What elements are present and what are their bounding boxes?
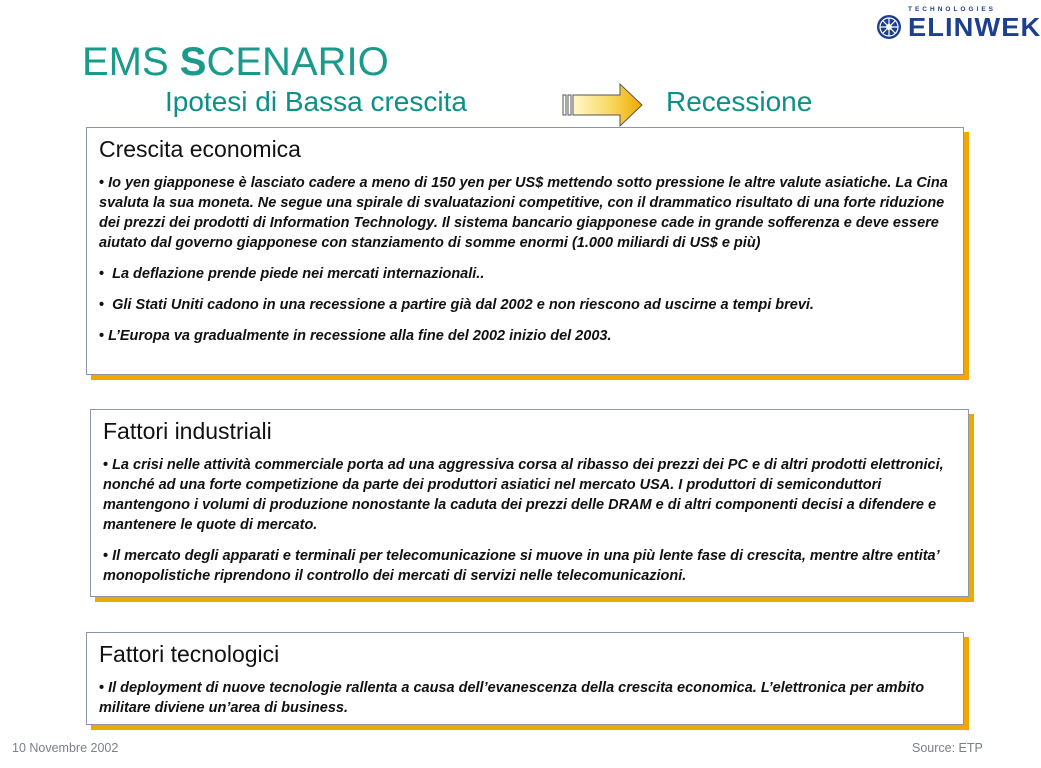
list-item: • La crisi nelle attività commerciale porta ad una aggressiva corsa al ribasso dei prezzi dei PC e di altri prodotti elettronici, nonché ad una forte competizione da parte dei produttori asiatici nel mercato USA. I produttori di semiconduttori mantengono i volumi di produzione nonostante la caduta dei prezzi delle DRAM e di altri componenti decisi a difendere e mantenere le quote di mercato. xyxy=(103,457,944,533)
list-item: • Il deployment di nuove tecnologie rallenta a causa dell’evanescenza della crescita economica. L’elettronica per ambito militare diviene un’area di business. xyxy=(99,680,925,716)
bullet-text: La deflazione prende piede nei mercati internazionali.. xyxy=(112,266,485,282)
section-fattori-industriali xyxy=(90,409,969,597)
bullet-text: L’Europa va gradualmente in recessione alla fine del 2002 inizio del 2003. xyxy=(108,328,612,344)
footer-date: 10 Novembre 2002 xyxy=(12,741,119,755)
list-item: • Gli Stati Uniti cadono in una recessione a partire già dal 2002 e non riescono ad uscirne a tempi brevi. xyxy=(99,297,814,313)
bullet-text: Il mercato degli apparati e terminali per telecomunicazione si muove in una più lente fase di crescita, mentre altre entita’ monopolistiche riprendono il controllo dei mercati di servizi nelle telecomunicazioni. xyxy=(103,548,940,584)
section-crescita-economica xyxy=(86,127,964,375)
title-plain: EMS xyxy=(82,40,180,84)
section-title: Fattori tecnologici xyxy=(99,641,280,667)
footer-source: Source: ETP xyxy=(912,741,983,755)
title-rest: CENARIO xyxy=(206,40,389,84)
section-title: Fattori industriali xyxy=(103,418,272,444)
list-item: • L’Europa va gradualmente in recessione alla fine del 2002 inizio del 2003. xyxy=(99,328,612,344)
list-item: • Il mercato degli apparati e terminali per telecomunicazione si muove in una più lente fase di crescita, mentre altre entita’ monopolistiche riprendono il controllo dei mercati di servizi nelle telecomunicazioni. xyxy=(103,548,940,584)
bullet-text: Gli Stati Uniti cadono in una recessione a partire già dal 2002 e non riescono ad uscirne a tempi brevi. xyxy=(112,297,814,313)
logo-globe-icon xyxy=(876,14,902,40)
bullet-text: Il deployment di nuove tecnologie rallenta a causa dell’evanescenza della crescita economica. L’elettronica per ambito militare diviene un’area di business. xyxy=(99,680,925,716)
bullet-text: Io yen giapponese è lasciato cadere a meno di 150 yen per US$ mettendo sotto pressione le altre valute asiatiche. La Cina svaluta la sua moneta. Ne segue una spirale di svaluatazioni competitive, con il drammatico risultato di una forte riduzione dei prezzi dei prodotti di Information Technology. Il sistema bancario giapponese cade in grande sofferenza e deve essere aiutato dal governo giapponese con stanziamento di somme enormi (1.000 miliardi di US$ e più) xyxy=(99,175,948,251)
page-title xyxy=(82,40,389,85)
bullet-text: La crisi nelle attività commerciale porta ad una aggressiva corsa al ribasso dei prezzi dei PC e di altri prodotti elettronici, nonché ad una forte competizione da parte dei produttori asiatici nel mercato USA. I produttori di semiconduttori mantengono i volumi di produzione nonostante la caduta dei prezzi delle DRAM e di altri componenti decisi a difendere e mantenere le quote di mercato. xyxy=(103,457,944,533)
list-item: • La deflazione prende piede nei mercati internazionali.. xyxy=(99,266,485,282)
title-bold-letter: S xyxy=(179,40,207,84)
logo-tagline: TECHNOLOGIES xyxy=(908,6,997,13)
subtitle-left: Ipotesi di Bassa crescita xyxy=(165,86,467,117)
list-item: • Io yen giapponese è lasciato cadere a meno di 150 yen per US$ mettendo sotto pressione le altre valute asiatiche. La Cina svaluta la sua moneta. Ne segue una spirale di svaluatazioni competitive, con il drammatico risultato di una forte riduzione dei prezzi dei prodotti di Information Technology. Il sistema bancario giapponese cade in grande sofferenza e deve essere aiutato dal governo giapponese con stanziamento di somme enormi (1.000 miliardi di US$ e più) xyxy=(99,175,948,251)
section-title: Crescita economica xyxy=(99,136,301,162)
section-fattori-tecnologici xyxy=(86,632,964,725)
logo-wordmark: ELINWEK xyxy=(908,12,1041,42)
subtitle-right: Recessione xyxy=(666,86,813,117)
arrow-right-icon xyxy=(562,82,644,128)
